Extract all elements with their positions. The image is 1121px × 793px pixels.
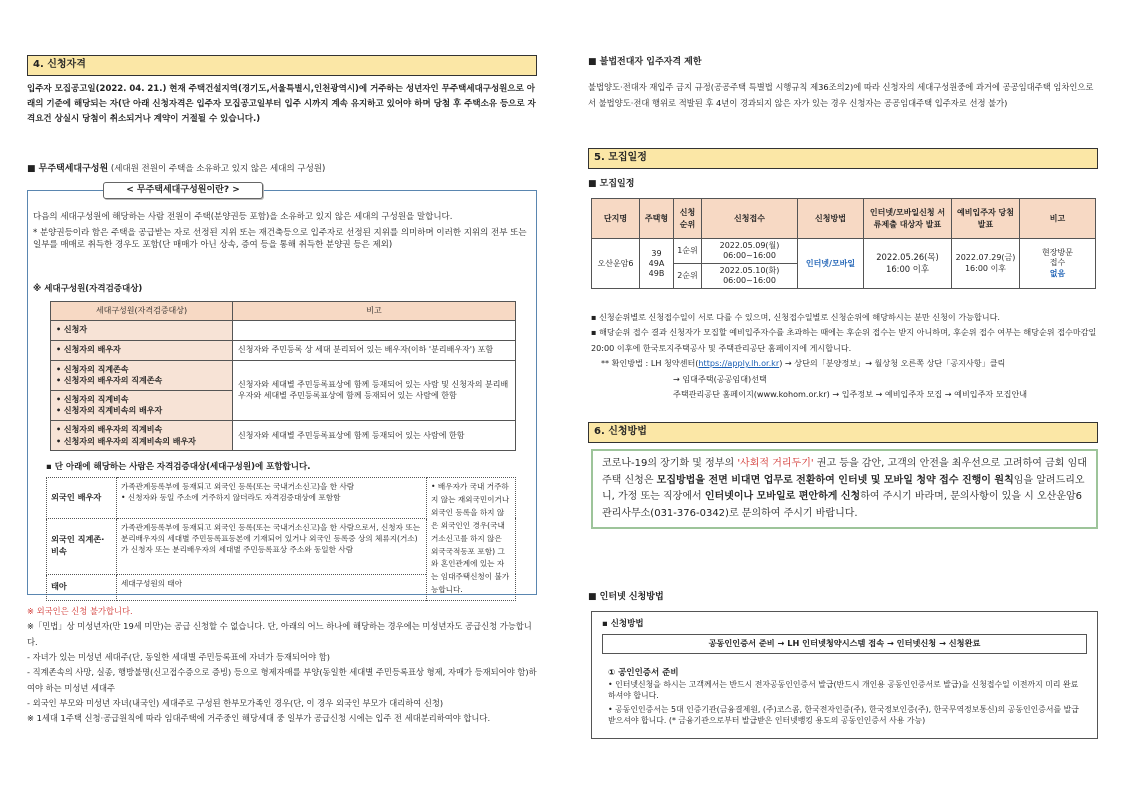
include-label: 외국인 배우자 <box>47 478 117 519</box>
definition-desc: 다음의 세대구성원에 해당하는 사람 전원이 주택(분양권등 포함)을 소유하고 있지 않은 세대의 구성원을 말합니다. <box>33 212 453 222</box>
rank-2: 2순위 <box>674 264 702 289</box>
household-rule: ※ 1세대 1주택 신청·공급원칙에 따라 임대주택에 거주중인 해당세대 중 일부가 공급신청 시에는 입주 전 세대분리하여야 합니다. <box>27 713 491 724</box>
docs-announce-date: 2022.05.26(목) 16:00 이후 <box>864 239 952 289</box>
schedule-col: 단지명 <box>592 199 640 239</box>
household-member-label: • 신청자의 직계존속 <box>56 364 129 374</box>
eligibility-intro <box>27 82 537 127</box>
restrictions <box>27 604 537 727</box>
section-4-title: 4. 신청자격 <box>27 55 537 76</box>
notice-text: 하여 주시기 바라며, 문의사항이 있을 시 오산운암6 관리사무소(031-376-0342)로 문의하여 주시기 바랍니다. <box>602 491 1083 519</box>
confirm-line-2: → 임대주택(공공임대)선택 <box>673 373 767 384</box>
internet-heading: ■ 인터넷 신청방법 <box>588 591 664 604</box>
notice-bold: 모집방법을 전면 비대면 업무로 전환하여 인터넷 및 모바일 청약 접수 진행이 원칙 <box>656 474 1014 486</box>
schedule-col: 신청순위 <box>674 199 702 239</box>
section-6-title: 6. 신청방법 <box>588 422 1098 443</box>
minor-item: - 외국인 부모와 미성년 자녀(내국인) 세대주로 구성된 한부모가족인 경우(단, 이 경우 외국인 부모가 대리하여 신청) <box>27 698 444 709</box>
schedule-col: 주택형 <box>640 199 674 239</box>
schedule-header <box>592 199 1096 239</box>
table-row <box>51 360 516 390</box>
table-row <box>51 320 516 340</box>
schedule-col: 인터넷/모바일신청 서류제출 대상자 발표 <box>864 199 952 239</box>
illegal-text: 불법양도·전대자 재입주 금지 규정(공공주택 특별법 시행규칙 제36조의2)에 따라 신청자의 세대구성원중에 과거에 공공임대주택 임차인으로서 불법양도·전대 행위로 적발된 후 4년이 경과되지 않은 자가 있는 경우 신청자는 공공임대주택 입주자로 선정 불가) <box>588 82 1094 108</box>
schedule-notes <box>591 310 1098 402</box>
eligibility-intro-main: 입주자 모집공고일(2022. 04. 21.) 현재 주택건설지역(경기도,서울특별시,인천광역시)에 거주하는 성년자인 무주택세대구성원으로 아래의 기준에 해당되는 자 <box>27 84 535 109</box>
household-table-header <box>51 302 516 321</box>
notice-text: 권고 등을 감안, 고객의 안전을 최우선으로 고려하여 금회 임대주택 신청은 <box>602 458 1087 486</box>
apply-method: 인터넷/모바일 <box>798 239 864 289</box>
household-member-label: • 신청자의 직계비속의 배우자 <box>56 406 163 416</box>
internet-method-box <box>591 611 1098 739</box>
homeless-heading <box>27 163 537 176</box>
include-desc <box>117 574 427 600</box>
table-row <box>592 239 1096 264</box>
schedule-bullet: ▪ 해당순위 접수 결과 신청자가 모집할 예비입주자수를 초과하는 때에는 후순위 접수는 받지 아니하며, 후순위 접수 여부는 해당순위 접수마감일 20:00 이후에 한국토지주택공사 및 주택관리공단 홈페이지에 게시합니다. <box>591 325 1098 356</box>
include-table <box>46 477 516 601</box>
schedule-bullet: ▪ 신청순위별로 신청접수일이 서로 다를 수 있으며, 신청접수일별로 신청순위에 해당하시는 분만 신청이 가능합니다. <box>591 310 1098 325</box>
notice-text: 코로나-19의 장기화 및 정부의 <box>602 458 738 469</box>
homeless-heading-sub: (세대원 전원이 주택을 소유하고 있지 않은 세대의 구성원) <box>110 164 326 174</box>
onsite-none: 없음 <box>1049 268 1066 278</box>
homeless-heading-label: ■ 무주택세대구성원 <box>27 164 108 174</box>
include-heading: ▪ 단 아래에 해당하는 사람은 자격검증대상(세대구성원)에 포함합니다. <box>46 462 311 472</box>
method-label: ▪ 신청방법 <box>602 619 644 629</box>
foreign-note: ※ 외국인은 신청 불가합니다. <box>27 606 133 616</box>
household-member-label: • 신청자의 배우자의 직계비속의 배우자 <box>56 436 196 446</box>
table-row <box>47 478 516 519</box>
include-label: 태아 <box>47 574 117 600</box>
onsite-label: 현장방문 접수 <box>1042 247 1073 267</box>
reserve-announce-date: 2022.07.29(금) 16:00 이후 <box>952 239 1020 289</box>
include-line: 가족관계등록부에 등재되고 외국인 등록(또는 국내거소신고)을 한 사람으로서, 신청자 또는 분리배우자의 세대별 주민등록표등본에 기재되어 있거나 외국인 등록증 상의 체류지(거소)가 신청자 또는 분리배우자의 세대별 주민등록표상 주소와 동일한 사람 <box>121 522 421 554</box>
household-member-label: • 신청자의 직계비속 <box>56 394 129 404</box>
include-desc <box>117 518 427 574</box>
household-member-label: • 신청자의 배우자의 직계존속 <box>56 376 163 386</box>
house-types: 39 49A 49B <box>640 239 674 289</box>
household-member-cell <box>51 340 233 360</box>
rank-1-date: 2022.05.09(월) 06:00~16:00 <box>702 239 798 264</box>
household-note-cell: 신청자와 세대별 주민등록표상에 함께 등재되어 있는 사람에 한함 <box>233 420 516 450</box>
definition-note: * 분양권등이라 함은 주택을 공급받는 자로 선정된 지위 또는 재건축등으로 입주자로 선정된 지위를 의미하며 이러한 지위의 전부 또는 일부를 매매로 취득한 경우도 포함(단 매매가 아닌 상속, 증여 등을 통해 취득한 분양권 등은 제외) <box>33 228 527 251</box>
lh-apply-link[interactable]: https://apply.lh.or.kr <box>698 358 780 369</box>
minor-item: - 자녀가 있는 미성년 세대주(단, 동일한 세대별 주민등록표에 자녀가 등재되어야 함) <box>27 652 330 663</box>
schedule-col: 예비입주자 당첨발표 <box>952 199 1020 239</box>
household-subheading: ※ 세대구성원(자격검증대상) <box>33 284 143 294</box>
schedule-col: 비고 <box>1020 199 1096 239</box>
table-row <box>51 420 516 450</box>
table-row <box>51 340 516 360</box>
minor-note: ※「민법」상 미성년자(만 19세 미만)는 공급 신청할 수 없습니다. 단, 아래의 어느 하나에 해당하는 경우에는 미성년자도 공급신청 가능합니다. <box>27 621 532 647</box>
method-flow: 공동인인증서 준비 → LH 인터넷청약시스템 접속 → 인터넷신청 → 신청완료 <box>602 634 1087 654</box>
household-member-cell <box>51 390 233 420</box>
include-desc <box>117 478 427 519</box>
schedule-table <box>591 198 1096 289</box>
household-member-label: • 신청자의 배우자의 직계비속 <box>56 424 163 434</box>
household-table <box>50 301 516 451</box>
rank-1: 1순위 <box>674 239 702 264</box>
schedule-col: 신청접수 <box>702 199 798 239</box>
confirm-line-3: 주택관리공단 홈페이지(www.kohom.or.kr) → 입주정보 → 예비입주자 모집 → 예비입주자 모집안내 <box>673 388 1028 399</box>
include-side-note: • 배우자가 국내 거주하지 않는 재외국민이거나 외국인 등록을 하지 않은 외국인인 경우(국내 거소신고를 하지 않은 외국국적동포 포함) 그와 혼인관계에 있는 자는 임대주택신청이 불가능합니다. <box>427 478 516 601</box>
cert-item-2: • 공동인인증서는 5대 인증기관(금융결제원, (주)코스콤, 한국전자인증(주), 한국정보인증(주), 한국무역정보통신)의 공동인인증서를 발급받으셔야 합니다. (* 금융기관으로부터 발급받은 인터넷뱅킹 용도의 공동인인증서 사용 가능) <box>608 705 1079 726</box>
household-member-cell <box>51 360 233 390</box>
household-member-cell <box>51 420 233 450</box>
include-label: 외국인 직계존·비속 <box>47 518 117 574</box>
include-line: 세대구성원의 태아 <box>121 578 183 588</box>
notice-bold: 인터넷이나 모바일로 편안하게 신청 <box>704 491 861 502</box>
schedule-note <box>1020 239 1096 289</box>
schedule-heading: ■ 모집일정 <box>588 178 634 191</box>
illegal-heading: ■ 불법전대자 입주자격 제한 <box>588 56 702 69</box>
notice-text: 임을 알려드리오니, 가정 또는 직장에서 <box>602 474 1085 502</box>
household-col-note: 비고 <box>233 302 516 321</box>
section-5-title: 5. 모집일정 <box>588 148 1098 169</box>
household-member-cell <box>51 320 233 340</box>
complex-name: 오산운암6 <box>592 239 640 289</box>
household-note-cell: 신청자와 주민등록 상 세대 분리되어 있는 배우자(이하 '분리배우자') 포함 <box>233 340 516 360</box>
schedule-col: 신청방법 <box>798 199 864 239</box>
confirm-line <box>591 356 1098 371</box>
covid-notice-box <box>591 449 1098 529</box>
eligibility-intro-condition: (단 아래 신청자격은 입주자 모집공고일부터 입주 시까지 계속 유지하고 있어야 하며 당첨 후 주택소유 등으로 자격요건 상실시 당첨이 취소되거나 계약이 거절될 수 있습니다.) <box>27 98 536 124</box>
notice-highlight: '사회적 거리두기' <box>737 458 814 469</box>
homeless-definition-box <box>27 185 537 595</box>
household-member-label: • 신청자의 배우자 <box>56 345 121 355</box>
minor-item: - 직계존속의 사망, 실종, 행방불명(신고접수증으로 증빙) 등으로 형제자매를 부양(동일한 세대별 주민등록표상 형제, 자매가 등재되어야 함)하여야 하는 미성년 세대주 <box>27 667 537 693</box>
include-line: 가족관계등록부에 등재되고 외국인 등록(또는 국내거소신고)을 한 사람 <box>121 482 355 491</box>
cert-title: ① 공인인증서 준비 <box>608 668 679 678</box>
household-note-cell <box>233 320 516 340</box>
definition-pill: < 무주택세대구성원이란? > <box>103 182 263 199</box>
rank-2-date: 2022.05.10(화) 06:00~16:00 <box>702 264 798 289</box>
household-col-member: 세대구성원(자격검증대상) <box>51 302 233 321</box>
household-member-label: • 신청자 <box>56 325 88 335</box>
confirm-text: ** 확인방법 : LH 청약센터( <box>601 358 699 369</box>
household-note-cell: 신청자와 세대별 주민등록표상에 함께 등재되어 있는 사람 및 신청자의 분리배우자와 세대별 주민등록표상에 함께 등재되어 있는 사람에 한함 <box>233 360 516 420</box>
include-line: • 신청자와 동일 주소에 거주하지 않더라도 자격검증대상에 포함함 <box>121 493 341 502</box>
cert-item-1: • 인터넷신청을 하시는 고객께서는 반드시 전자공동인인증서 발급(반드시 개인용 공동인인증서로 발급)을 신청접수일 이전까지 미리 완료하셔야 합니다. <box>608 680 1079 701</box>
confirm-text: ) → 상단의「분양정보」→ 월상청 오른쪽 상단「공지사항」클릭 <box>779 358 1006 369</box>
